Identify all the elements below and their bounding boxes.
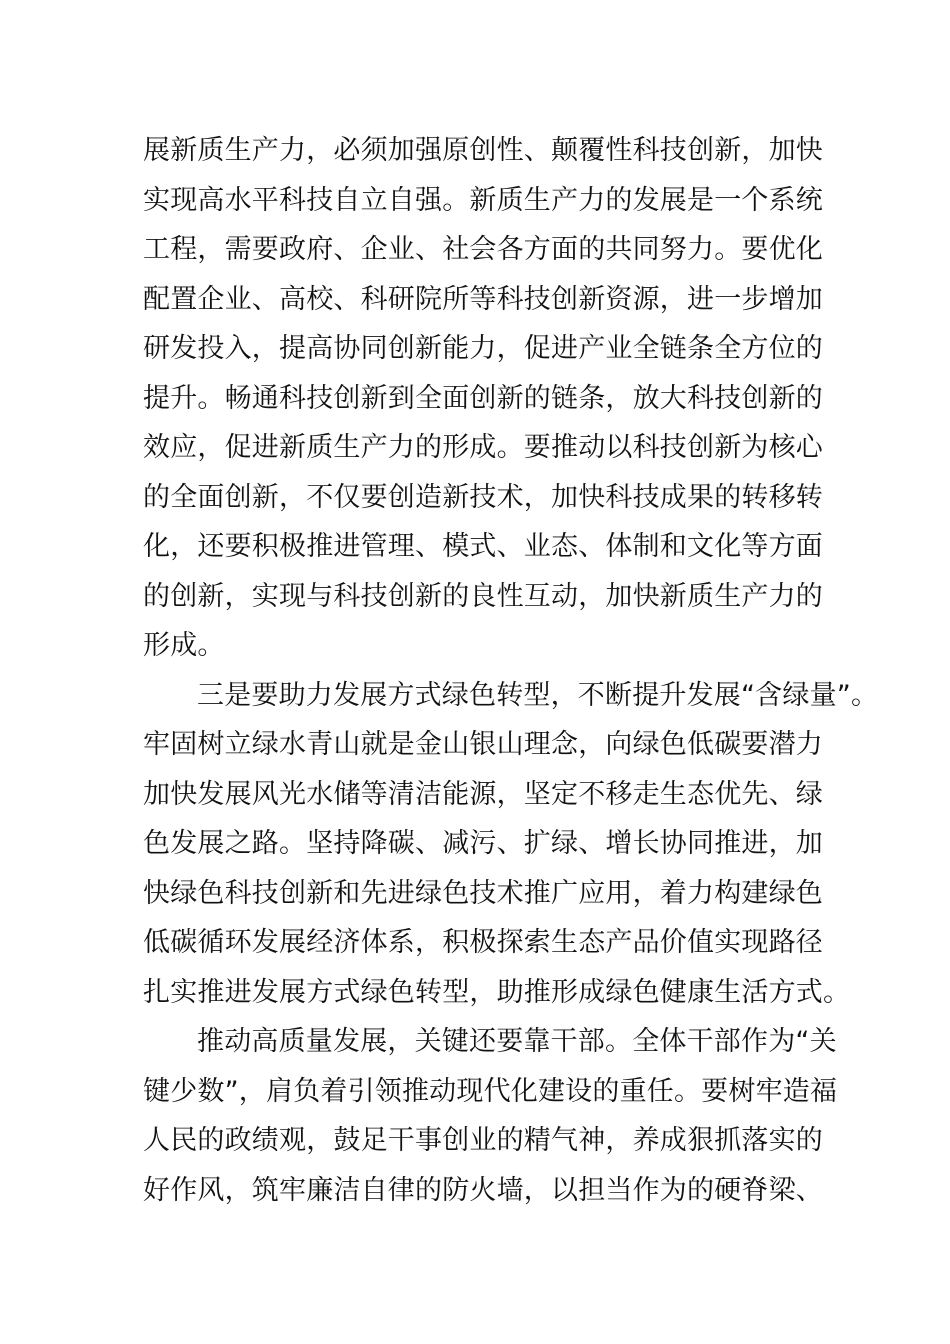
text-line: 化，还要积极推进管理、模式、业态、体制和文化等方面: [143, 531, 823, 562]
text-line: 实现高水平科技自立自强。新质生产力的发展是一个系统: [143, 184, 823, 216]
text-line: 展新质生产力，必须加强原创性、颠覆性科技创新，加快: [143, 135, 823, 166]
text-line: 快绿色科技创新和先进绿色技术推广应用，着力构建绿色: [143, 877, 823, 909]
text-line: 的创新，实现与科技创新的良性互动，加快新质生产力的: [143, 580, 823, 612]
text-line: 提升。畅通科技创新到全面创新的链条，放大科技创新的: [143, 382, 823, 414]
paragraph-start-line: 推动高质量发展，关键还要靠干部。全体干部作为“关: [197, 1026, 837, 1057]
text-line: 好作风，筑牢廉洁自律的防火墙，以担当作为的硬脊梁、: [143, 1174, 823, 1206]
text-line: 研发投入，提高协同创新能力，促进产业全链条全方位的: [143, 333, 823, 364]
text-line: 形成。: [143, 630, 225, 661]
body-text: [143, 126, 879, 1215]
text-line: 人民的政绩观，鼓足干事创业的精气神，养成狠抓落实的: [143, 1125, 823, 1156]
text-line: 配置企业、高校、科研院所等科技创新资源，进一步增加: [143, 283, 823, 315]
text-line: 的全面创新，不仅要创造新技术，加快科技成果的转移转: [143, 481, 823, 513]
text-line: 效应，促进新质生产力的形成。要推动以科技创新为核心: [143, 432, 823, 463]
text-line: 加快发展风光水储等清洁能源，坚定不移走生态优先、绿: [143, 778, 823, 810]
paragraph-start-line: 三是要助力发展方式绿色转型，不断提升发展“含绿量”。: [197, 679, 879, 711]
text-line: 扎实推进发展方式绿色转型，助推形成绿色健康生活方式。: [143, 976, 851, 1008]
text-line: 牢固树立绿水青山就是金山银山理念，向绿色低碳要潜力: [143, 729, 823, 760]
text-line: 色发展之路。坚持降碳、减污、扩绿、增长协同推进，加: [143, 828, 823, 859]
text-line: 工程，需要政府、企业、社会各方面的共同努力。要优化: [143, 234, 823, 265]
text-line: 低碳循环发展经济体系，积极探索生态产品价值实现路径: [143, 927, 823, 958]
text-line: 键少数”，肩负着引领推动现代化建设的重任。要树牢造福: [143, 1075, 838, 1107]
